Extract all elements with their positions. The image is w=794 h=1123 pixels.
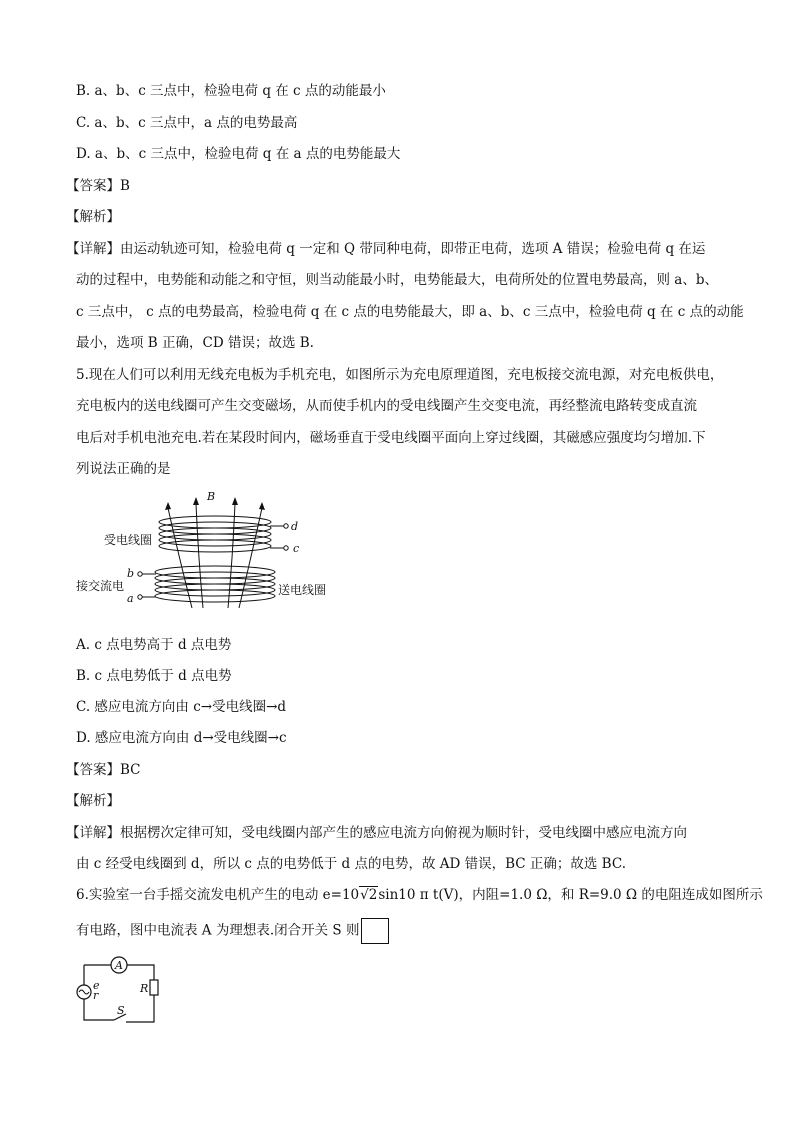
q5-stem-line-4: 列说法正确的是: [76, 461, 171, 477]
q4-detail-line-2: 动的过程中，电势能和动能之和守恒，则当动能最小时，电势能最大，电荷所处的位置电势最高，则 a、b、: [76, 272, 718, 288]
terminal-label-c: c: [293, 542, 300, 555]
field-label-b: B: [207, 490, 216, 503]
sqrt-term: √2: [360, 887, 378, 903]
resistor-label: R: [140, 982, 149, 995]
internal-resistance-label: r: [93, 989, 99, 1002]
circuit-figure: [74, 950, 164, 1028]
wireless-charging-figure: [70, 488, 340, 610]
q6-stem-part-1: 6.实验室一台手摇交流发电机产生的电动 e=10: [76, 887, 360, 903]
magnetic-field-lines: [168, 503, 262, 608]
terminal-d: [284, 524, 288, 528]
q5-stem-line-2: 充电板内的送电线圈可产生交变磁场，从而使手机内的受电线圈产生交变电流，再经整流电路转变成直流: [76, 398, 697, 414]
terminal-label-d: d: [291, 520, 299, 533]
q5-option-b: B. c 点电势低于 d 点电势: [76, 668, 232, 684]
answer-blank-box: [361, 918, 389, 944]
sqrt-content: 2: [368, 887, 378, 903]
q5-detail-line-2: 由 c 经受电线圈到 d，所以 c 点的电势低于 d 点的电势，故 AD 错误，BC 正确；故选 BC.: [76, 856, 626, 872]
q4-option-b: B. a、b、c 三点中，检验电荷 q 在 c 点的动能最小: [76, 83, 386, 99]
receive-coil-label: 受电线圈: [104, 533, 153, 547]
q5-analysis-title: 【解析】: [66, 793, 120, 809]
receiving-coil: [159, 516, 284, 552]
q5-option-d: D. 感应电流方向由 d→受电线圈→c: [76, 730, 287, 746]
ammeter-label: A: [115, 959, 123, 972]
send-coil-label: 送电线圈: [278, 583, 327, 597]
terminal-b: [138, 572, 142, 576]
q5-stem-line-1: 5.现在人们可以利用无线充电板为手机充电，如图所示为充电原理道图，充电板接交流电源，对充电板供电，: [76, 367, 724, 383]
q6-stem-part-2: sin10 π t(V)，内阻=1.0 Ω，和 R=9.0 Ω 的电阻连成如图所示: [378, 887, 763, 903]
q6-stem-line-2: [76, 918, 734, 944]
q6-stem-line-1: [76, 886, 763, 904]
terminal-label-a: a: [127, 592, 134, 605]
ac-source-label: 接交流电: [76, 579, 125, 593]
q5-stem-line-3: 电后对手机电池充电.若在某段时间内，磁场垂直于受电线圈平面向上穿过线圈，其磁感应强度均匀增加.下: [76, 430, 706, 446]
q5-option-a: A. c 点电势高于 d 点电势: [76, 637, 232, 653]
q4-analysis-title: 【解析】: [66, 209, 120, 225]
switch-label: S: [117, 1004, 125, 1017]
q4-option-d: D. a、b、c 三点中，检验电荷 q 在 a 点的电势能最大: [76, 146, 401, 162]
sending-coil: [142, 566, 275, 602]
terminal-c: [284, 546, 288, 550]
q4-detail-line-4: 最小，选项 B 正确，CD 错误；故选 B.: [76, 335, 314, 351]
q6-stem-text: 有电路，图中电流表 A 为理想表.闭合开关 S 则: [76, 922, 360, 939]
emf-label: e: [93, 979, 100, 992]
q5-detail-line-1: 【详解】根据楞次定律可知，受电线圈内部产生的感应电流方向俯视为顺时针，受电线圈中感应电流方向: [66, 825, 687, 841]
resistor: [150, 980, 158, 995]
q4-answer: 【答案】B: [66, 178, 130, 194]
q4-detail-line-1: 【详解】由运动轨迹可知，检验电荷 q 一定和 Q 带同种电荷，即带正电荷，选项 A 错误；检验电荷 q 在运: [66, 241, 706, 257]
q5-answer: 【答案】BC: [66, 762, 141, 778]
q5-option-c: C. 感应电流方向由 c→受电线圈→d: [76, 699, 287, 715]
terminal-a: [138, 595, 142, 599]
q4-detail-line-3: c 三点中， c 点的电势最高，检验电荷 q 在 c 点的电势能最大，即 a、b、c 三点中，检验电荷 q 在 c 点的动能: [76, 304, 744, 320]
terminal-label-b: b: [127, 567, 135, 580]
q4-option-c: C. a、b、c 三点中，a 点的电势最高: [76, 115, 298, 131]
